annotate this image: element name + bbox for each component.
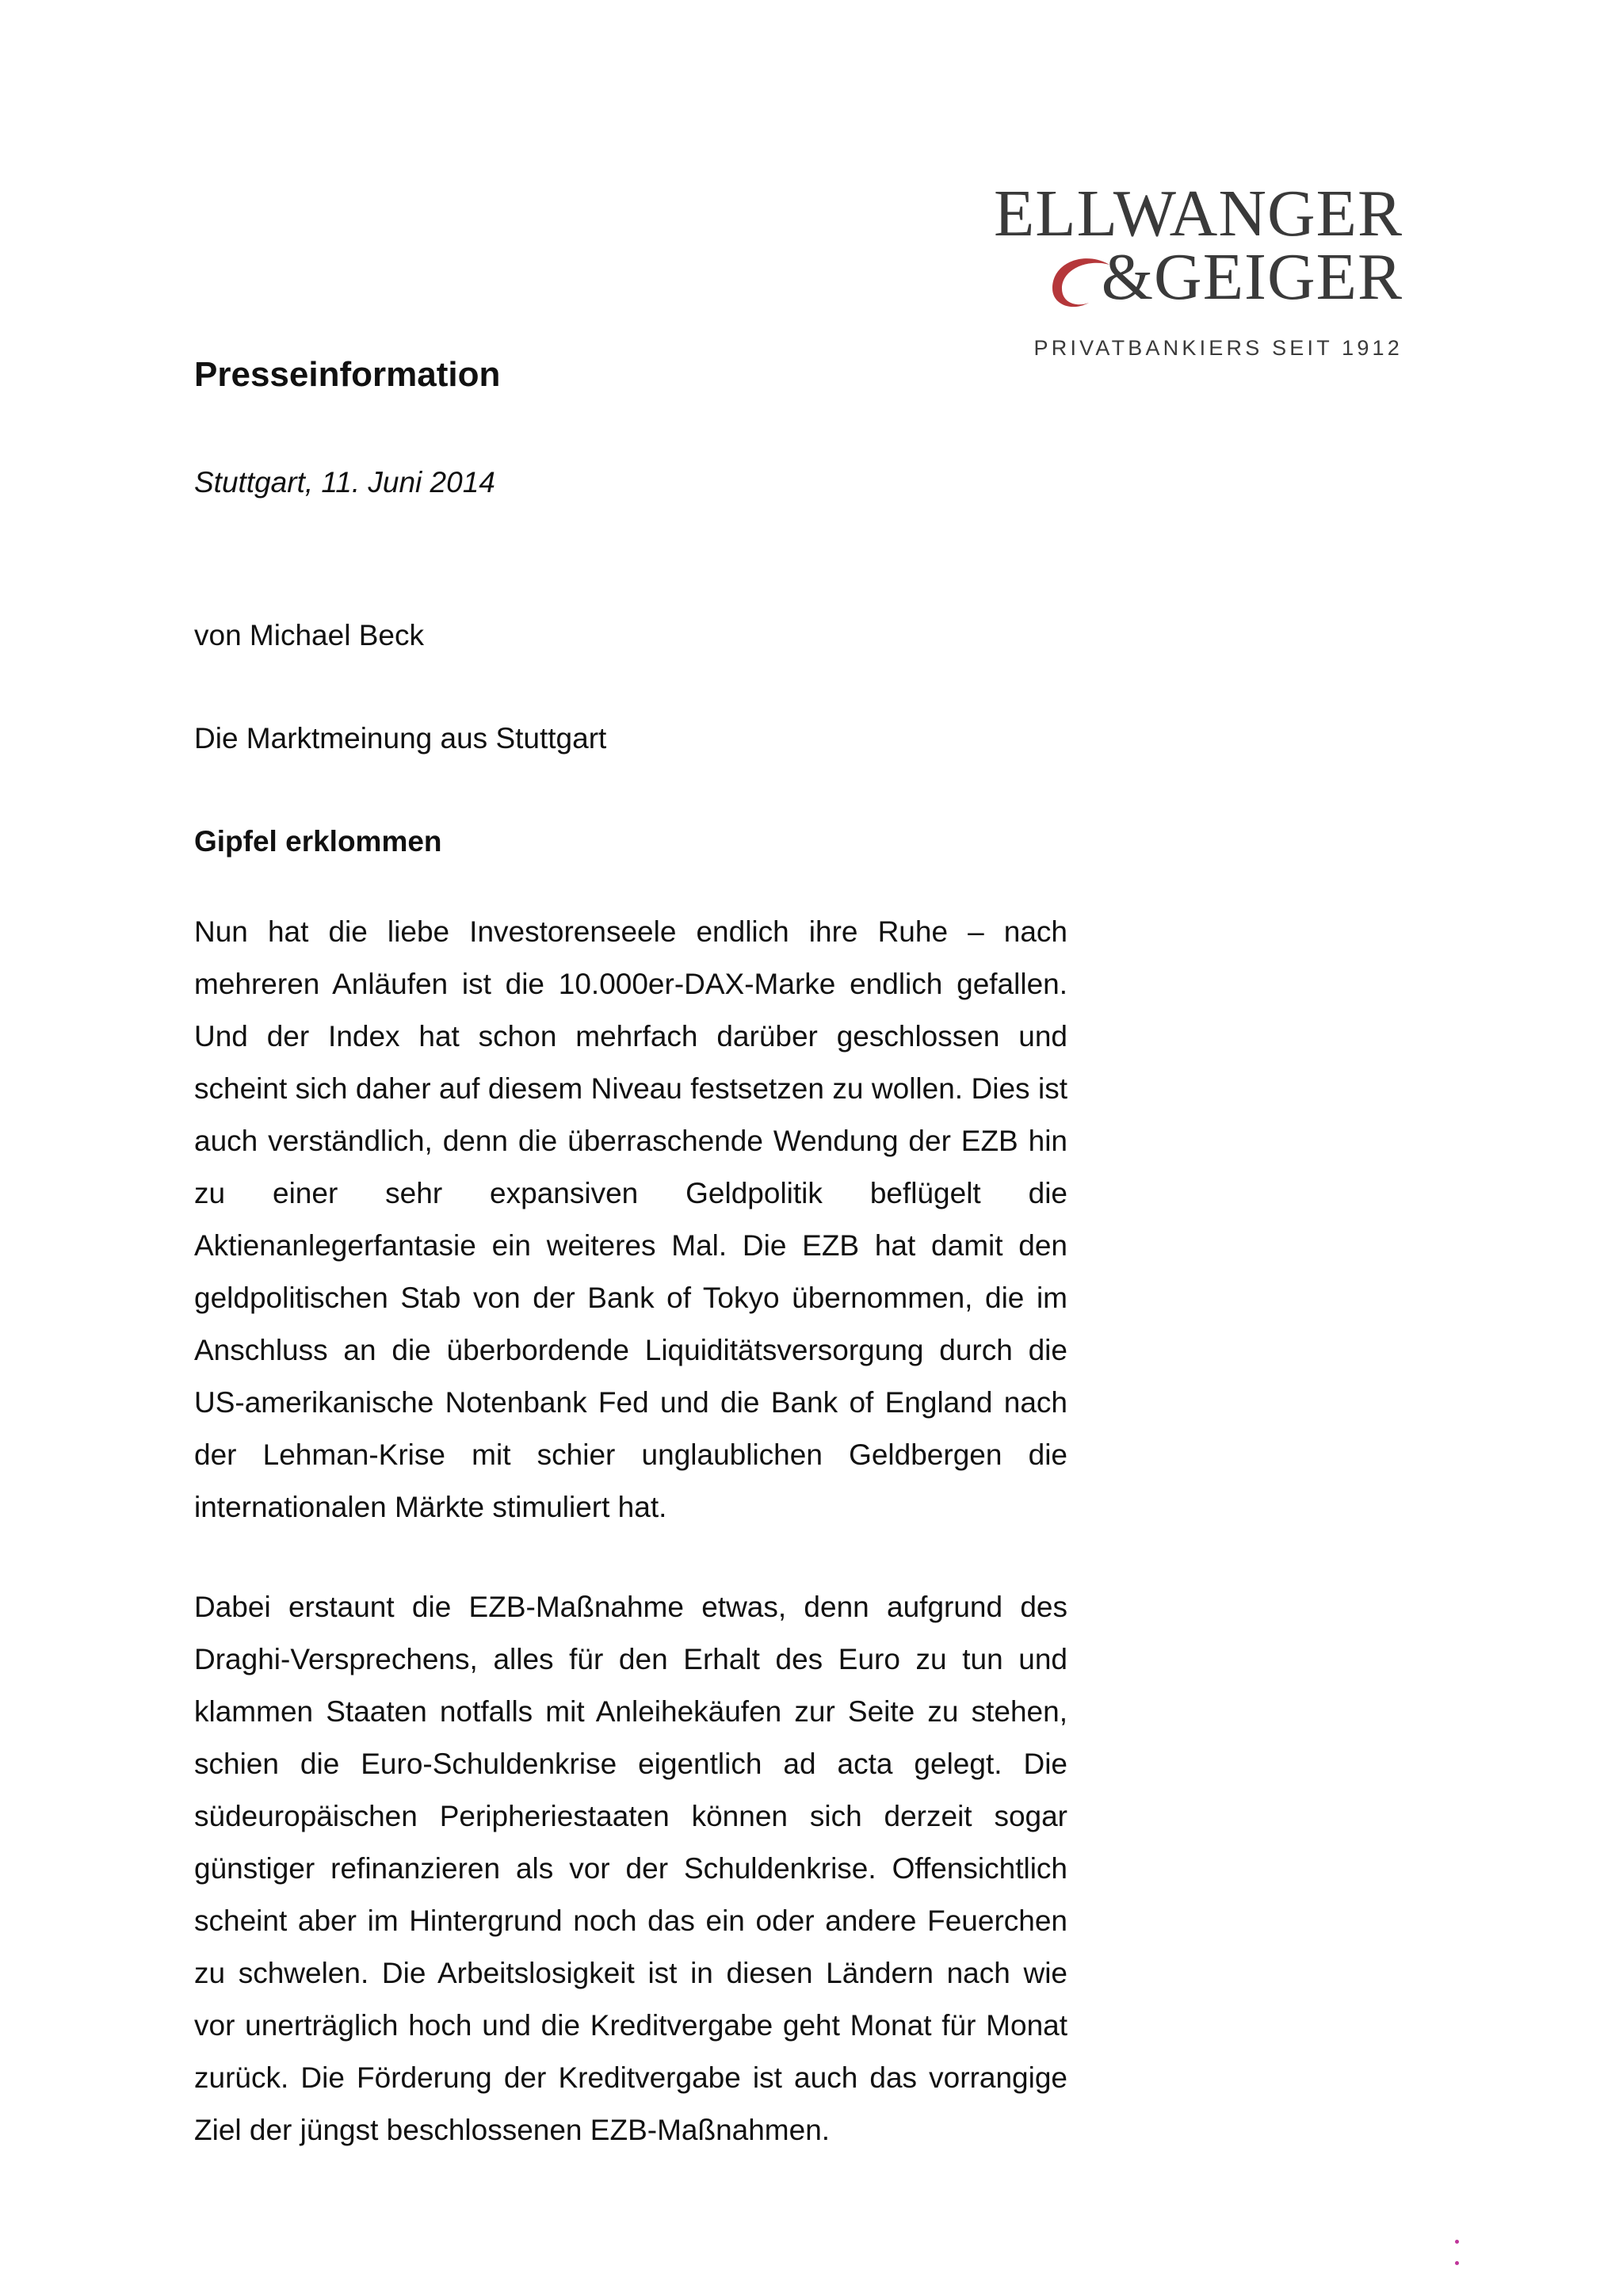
logo-tagline: PRIVATBANKIERS SEIT 1912 [1033,336,1403,360]
company-logo [994,177,1403,371]
dateline: Stuttgart, 11. Juni 2014 [194,466,495,499]
author-line: von Michael Beck [194,619,424,651]
mark-dot [1455,2240,1459,2244]
article-subtitle: Die Marktmeinung aus Stuttgart [194,722,607,755]
page-continuation-marks [1455,2240,1460,2287]
body-paragraph-2: Dabei erstaunt die EZB-Maßnahme etwas, denn aufgrund des Draghi-Versprechens, alles für den Erhalt des Euro zu tun und klammen Staaten notfalls mit Anleihekäufen zur Seite zu stehen, schien die Euro-Schuldenkrise eigentlich ad acta gelegt. Die südeuropäischen Peripheriestaaten können sich derzeit sogar günstiger refinanzieren als vor der Schuldenkrise. Offensichtlich scheint aber im Hintergrund noch das ein oder andere Feuerchen zu schwelen. Die Arbeitslosigkeit ist in diesen Ländern nach wie vor unerträglich hoch und die Kreditvergabe geht Monat für Monat zurück. Die Förderung der Kreditvergabe ist auch das vorrangige Ziel der jüngst beschlossenen EZB-Maßnahmen. [194,1591,1067,2146]
logo-line-2: &GEIGER [1101,240,1403,314]
article-heading: Gipfel erklommen [194,825,442,858]
mark-dot [1455,2261,1459,2265]
body-paragraph-1: Nun hat die liebe Investorenseele endlich ihre Ruhe – nach mehreren Anläufen ist die 10.000er-DAX-Marke endlich gefallen. Und der Index hat schon mehrfach darüber geschlossen und scheint sich daher auf diesem Niveau festsetzen zu wollen. Dies ist auch verständlich, denn die überraschende Wendung der EZB hin zu einer sehr expansiven Geldpolitik beflügelt die Aktienanlegerfantasie ein weiteres Mal. Die EZB hat damit den geldpolitischen Stab von der Bank of Tokyo übernommen, die im Anschluss an die überbordende Liquiditätsversorgung durch die US-amerikanische Notenbank Fed und die Bank of England nach der Lehman-Krise mit schier unglaublichen Geldbergen die internationalen Märkte stimuliert hat. [194,915,1067,1523]
logo-line-1: ELLWANGER [994,177,1403,250]
page-title: Presseinformation [194,355,501,394]
